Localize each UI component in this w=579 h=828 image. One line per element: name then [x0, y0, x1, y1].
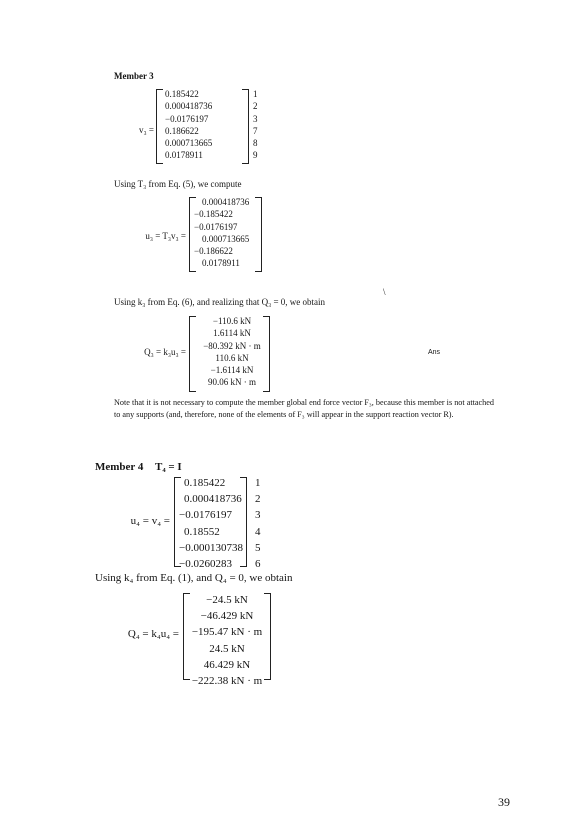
matrix-entry: 0.0178911 — [202, 258, 240, 269]
matrix-entry: −110.6 kN — [212, 316, 252, 326]
matrix-entry: 46.429 kN — [203, 658, 251, 671]
u4-values — [179, 475, 261, 572]
matrix-entry: 0.186622 — [165, 125, 199, 136]
matrix-entry: 0.0178911 — [165, 150, 203, 161]
stray-mark: \ — [383, 287, 386, 297]
matrix-entry: 90.06 kN · m — [208, 377, 256, 388]
matrix-entry: 0.000713665 — [202, 233, 250, 244]
q4-right-bracket — [264, 593, 271, 680]
q4-label: Q₄ = k₄u₄ = — [127, 628, 179, 640]
matrix-entry: −222.38 kN · m — [191, 674, 263, 687]
q3-right-bracket — [263, 316, 270, 392]
code-number: 6 — [255, 557, 261, 570]
code-number: 2 — [255, 493, 261, 506]
matrix-entry: 0.185422 — [184, 477, 226, 489]
v3-indices — [253, 88, 265, 162]
matrix-entry: 0.000418736 — [165, 101, 213, 112]
v3-left-bracket — [156, 89, 163, 164]
member4-heading: Member 4 — [95, 461, 144, 473]
matrix-entry: −0.0260283 — [179, 557, 232, 570]
code-number: 8 — [253, 138, 258, 149]
code-number: 9 — [253, 150, 258, 161]
matrix-entry: −0.000130738 — [179, 541, 243, 554]
u3-intro-text: Using T₃ from Eq. (5), we compute — [114, 179, 242, 189]
matrix-entry: 0.185422 — [165, 89, 199, 99]
ans-label: Ans — [428, 349, 441, 356]
u3-label: u₃ = T₃v₃ = — [145, 231, 186, 241]
matrix-entry: 0.000418736 — [202, 197, 250, 207]
matrix-entry: 1.6114 kN — [213, 328, 251, 339]
matrix-entry: −0.0176197 — [179, 509, 232, 522]
u4-indices — [255, 475, 267, 572]
matrix-entry: 0.18552 — [184, 525, 220, 538]
matrix-entry: −0.186622 — [194, 246, 233, 257]
note-paragraph: Note that it is not necessary to compute the member global end force vector F₃, because this member is not attached to any supports (and, therefore, none of the elements of F₃ will appear in the support reaction vector R). — [114, 398, 494, 419]
matrix-entry: 0.000418736 — [184, 493, 242, 506]
u4-label: u₄ = v₄ = — [130, 515, 170, 527]
code-number: 1 — [255, 477, 261, 489]
q3-values — [194, 315, 270, 389]
code-number: 3 — [253, 113, 258, 124]
code-number: 5 — [255, 541, 261, 554]
code-number: 1 — [253, 89, 258, 99]
matrix-entry: −0.185422 — [194, 209, 233, 220]
q4-values — [186, 592, 268, 689]
code-number: 7 — [253, 125, 258, 136]
matrix-entry: −0.0176197 — [165, 113, 209, 124]
matrix-entry: −80.392 kN · m — [203, 340, 261, 351]
code-number: 2 — [253, 101, 258, 112]
matrix-entry: −0.0176197 — [194, 221, 238, 232]
q4-intro-text: Using k₄ from Eq. (1), and Q₄ = 0, we obtain — [95, 572, 293, 584]
matrix-entry: −46.429 kN — [200, 610, 254, 623]
code-number: 4 — [255, 525, 261, 538]
matrix-entry: −24.5 kN — [206, 594, 248, 606]
matrix-entry: 24.5 kN — [209, 642, 245, 655]
matrix-entry: −195.47 kN · m — [191, 626, 263, 639]
u4-right-bracket — [240, 477, 247, 567]
page-number: 39 — [498, 795, 510, 809]
q3-label: Q₃ = k₃u₃ = — [144, 347, 186, 357]
v3-label: v₃ = — [139, 125, 154, 135]
v3-right-bracket — [242, 89, 249, 164]
code-number: 3 — [255, 509, 261, 522]
matrix-entry: 0.000713665 — [165, 138, 213, 149]
v3-values — [165, 88, 245, 162]
member4-transformation: T₄ = I — [155, 461, 182, 473]
matrix-entry: 110.6 kN — [215, 352, 249, 363]
matrix-entry: −1.6114 kN — [210, 365, 254, 376]
q3-intro-text: Using k₃ from Eq. (6), and realizing that Q₃ = 0, we obtain — [114, 297, 326, 307]
u3-right-bracket — [255, 197, 262, 272]
u3-values — [194, 196, 258, 270]
member3-heading: Member 3 — [114, 71, 154, 81]
